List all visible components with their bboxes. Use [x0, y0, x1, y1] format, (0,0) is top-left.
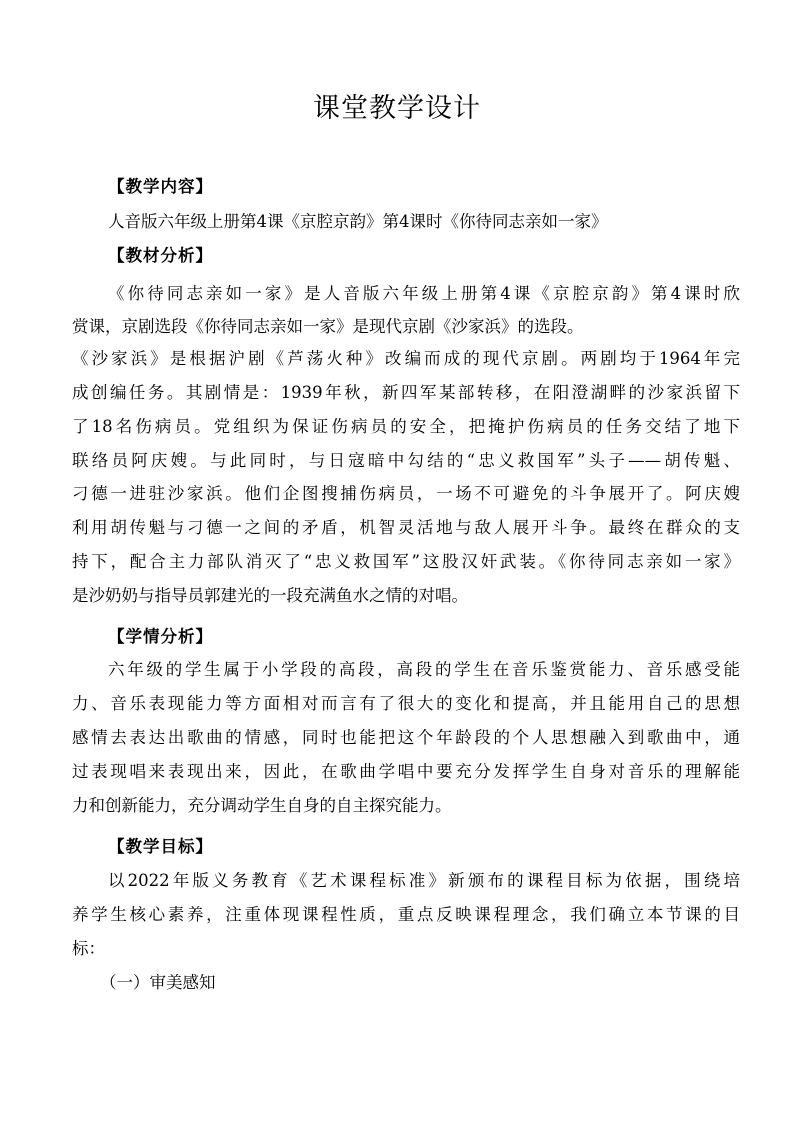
learners-line: 力和创新能力，充分调动学生自身的自主探究能力。: [72, 796, 452, 815]
learners-line: 过表现唱来表现出来，因此，在歌曲学唱中要充分发挥学生自身对音乐的理解能: [72, 762, 740, 781]
goals-subheading: （一）审美感知: [100, 973, 216, 992]
goals-line: 标：: [72, 939, 105, 958]
section-heading-material: 【教材分析】: [108, 246, 213, 265]
learners-line: 力、音乐表现能力等方面相对而言有了很大的变化和提高，并且能用自己的思想: [72, 694, 740, 713]
section-heading-content: 【教学内容】: [108, 177, 213, 196]
goals-line: 以2022年版义务教育《艺术课程标准》新颁布的课程目标为依据，围绕培: [108, 871, 740, 890]
material-line: 《沙家浜》是根据沪剧《芦荡火种》改编而成的现代京剧。两剧均于1964年完: [72, 349, 740, 368]
section-heading-goals: 【教学目标】: [108, 837, 213, 856]
material-line: 刁德一进驻沙家浜。他们企图搜捕伤病员，一场不可避免的斗争展开了。阿庆嫂: [72, 484, 740, 503]
learners-line: 六年级的学生属于小学段的高段，高段的学生在音乐鉴赏能力、音乐感受能: [108, 660, 740, 679]
section-heading-learners: 【学情分析】: [108, 627, 213, 646]
goals-line: 养学生核心素养，注重体现课程性质，重点反映课程理念，我们确立本节课的目: [72, 905, 740, 924]
material-line: 赏课，京剧选段《你待同志亲如一家》是现代京剧《沙家浜》的选段。: [72, 317, 584, 336]
material-line: 联络员阿庆嫂。与此同时，与日寇暗中勾结的“忠义救国军”头子——胡传魁、: [72, 451, 740, 470]
material-line: 《你待同志亲如一家》是人音版六年级上册第4课《京腔京韵》第4课时欣: [108, 284, 740, 303]
material-line: 了18名伤病员。党组织为保证伤病员的安全，把掩护伤病员的任务交结了地下: [72, 417, 740, 436]
material-line: 持下，配合主力部队消灭了“忠义救国军”这股汉奸武装。《你待同志亲如一家》: [72, 552, 740, 571]
learners-line: 感情去表达出歌曲的情感，同时也能把这个年龄段的个人思想融入到歌曲中，通: [72, 728, 740, 747]
material-line: 成创编任务。其剧情是：1939年秋，新四军某部转移，在阳澄湖畔的沙家浜留下: [72, 383, 740, 402]
content-text: 人音版六年级上册第4课《京腔京韵》第4课时《你待同志亲如一家》: [108, 212, 608, 231]
page-title: 课堂教学设计: [313, 93, 481, 124]
material-line: 利用胡传魁与刁德一之间的矛盾，机智灵活地与敌人展开斗争。最终在群众的支: [72, 518, 740, 537]
material-line: 是沙奶奶与指导员郭建光的一段充满鱼水之情的对唱。: [72, 586, 468, 605]
